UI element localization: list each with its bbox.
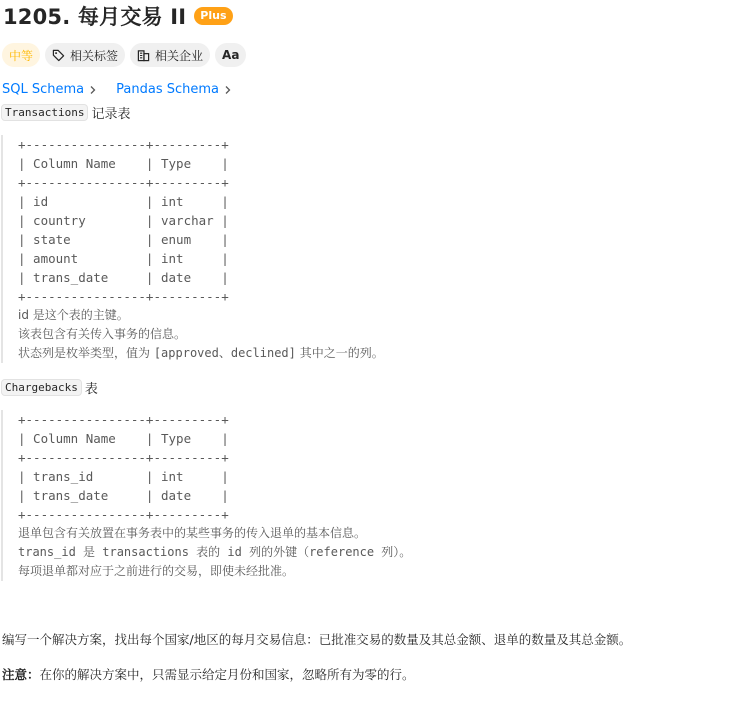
note-label: 注意： xyxy=(2,667,40,682)
schema-links xyxy=(2,82,251,97)
transactions-table-name: Transactions xyxy=(1,104,88,121)
font-size-button[interactable] xyxy=(215,43,246,67)
chargebacks-schema-table: +----------------+---------+ | Column Name | Type | +----------------+---------+ | trans_id | int | | trans_date | date | +----------------+---------+ xyxy=(18,412,229,522)
companies-tag-button[interactable] xyxy=(130,43,210,67)
chargebacks-table-name: Chargebacks xyxy=(1,379,82,396)
difficulty-tag[interactable] xyxy=(2,43,40,67)
transactions-heading-suffix: 记录表 xyxy=(91,107,131,122)
transactions-note-2: 该表包含有关传入事务的信息。 xyxy=(18,327,187,341)
difficulty-label: 中等 xyxy=(9,48,34,63)
transactions-note-3 xyxy=(18,344,384,363)
title-row xyxy=(3,2,233,30)
topics-tag-button[interactable] xyxy=(45,43,125,67)
transactions-schema-table: +----------------+---------+ | Column Name | Type | +----------------+---------+ | id | int | | country | varchar | | state | enum | | amount | int | | trans_date | date | +----------------+---------+ xyxy=(18,137,229,304)
note-text: 在你的解决方案中，只需显示给定月份和国家，忽略所有为零的行。 xyxy=(39,667,415,682)
chargebacks-heading-suffix: 表 xyxy=(84,382,98,397)
transactions-schema-block xyxy=(1,135,384,363)
plus-badge: Plus xyxy=(194,7,232,25)
transactions-heading xyxy=(1,103,131,122)
font-size-icon: Aa xyxy=(222,48,240,62)
pandas-schema-label: Pandas Schema xyxy=(116,82,219,97)
sql-schema-label: SQL Schema xyxy=(2,82,85,97)
transactions-note-1: id 是这个表的主键。 xyxy=(18,308,129,322)
chargebacks-note-1: 退单包含有关放置在事务表中的某些事务的传入退单的基本信息。 xyxy=(18,526,367,540)
chargebacks-note-2: trans_id 是 transactions 表的 id 列的外键（reference 列）。 xyxy=(18,545,412,559)
task-note xyxy=(2,665,415,683)
chevron-right-icon xyxy=(223,85,233,95)
tag-icon xyxy=(52,49,65,62)
note-3-code: [approved、declined] xyxy=(153,346,296,360)
chevron-right-icon xyxy=(88,85,98,95)
sql-schema-link[interactable] xyxy=(2,82,98,97)
chargebacks-note-3: 每项退单都对应于之前进行的交易，即使未经批准。 xyxy=(18,564,295,578)
tag-bar xyxy=(2,43,246,67)
companies-label: 相关企业 xyxy=(155,48,204,63)
chargebacks-schema-block xyxy=(1,410,411,581)
note-3-post: 其中之一的列。 xyxy=(295,346,384,360)
building-icon xyxy=(137,49,150,62)
chargebacks-heading xyxy=(1,378,98,397)
task-description: 编写一个解决方案，找出每个国家/地区的每月交易信息：已批准交易的数量及其总金额、退单的数量及其总金额。 xyxy=(2,632,632,647)
topics-label: 相关标签 xyxy=(70,48,119,63)
problem-title[interactable]: 1205. 每月交易 II xyxy=(3,5,187,29)
note-3-pre: 状态列是枚举类型，值为 xyxy=(18,346,154,360)
pandas-schema-link[interactable] xyxy=(116,82,233,97)
